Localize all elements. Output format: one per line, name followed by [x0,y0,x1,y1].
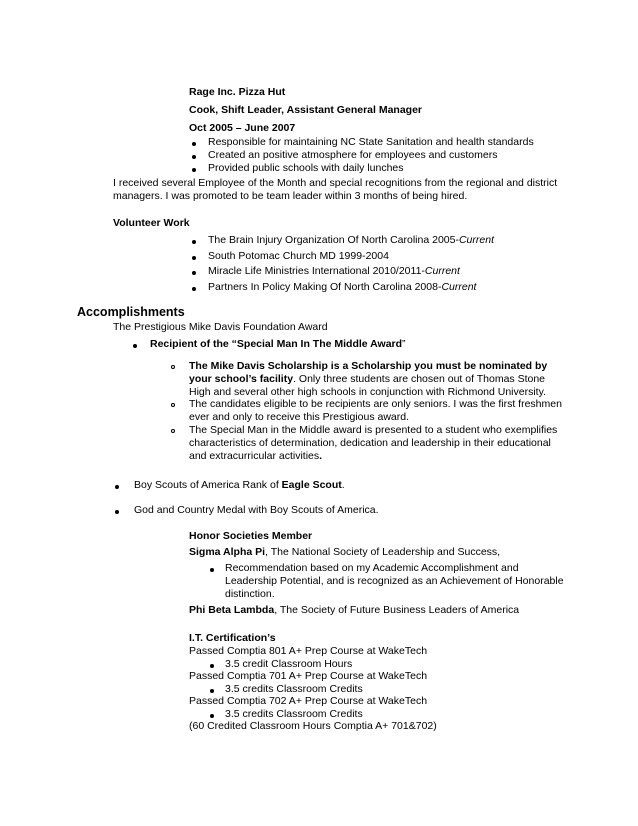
phi-beta-lambda: Phi Beta Lambda, The Society of Future Business Leaders of America [189,604,520,616]
eligibility-line2: ever and only to receive this Prestigious award. [189,411,410,423]
job-duty-2: Created an positive atmosphere for employees and customers [208,149,498,161]
it-heading: I.T. Certification’s [189,632,276,644]
accomplishments-heading: Accomplishments [77,305,185,319]
job-summary-line1: I received several Employee of the Month and special recognitions from the regional and district [113,177,558,189]
honor-heading: Honor Societies Member [189,530,313,542]
volunteer-item-3: Miracle Life Ministries International 2010/2011-Current [208,265,460,277]
it-line: 3.5 credits Classroom Credits [225,708,363,720]
recommendation-line1: Recommendation based on my Academic Accomplishment and [225,562,519,574]
bullet-icon [192,155,196,159]
bullet-icon [133,344,137,348]
eagle-scout: Boy Scouts of America Rank of Eagle Scout. [134,479,345,491]
it-line: Passed Comptia 702 A+ Prep Course at WakeTech [189,695,428,707]
bullet-icon [192,287,196,291]
god-country-medal: God and Country Medal with Boy Scouts of America. [134,504,379,516]
job-duty-3: Provided public schools with daily lunches [208,162,404,174]
special-man-line3: and extracurricular activities. [189,450,323,462]
bullet-icon [192,142,196,146]
volunteer-item-1: The Brain Injury Organization Of North Carolina 2005-Current [208,234,494,246]
bullet-icon [210,714,214,718]
eligibility-line1: The candidates eligible to be recipients are only seniors. I was the first freshmen [189,398,562,410]
job-summary-line2: managers. I was promoted to be team leader within 3 months of being hired. [113,190,468,202]
job-dates: Oct 2005 – June 2007 [189,122,296,134]
it-line: Passed Comptia 801 A+ Prep Course at WakeTech [189,645,428,657]
bullet-icon [210,568,214,572]
award-recipient: Recipient of the “Special Man In The Middle Award” [150,338,406,350]
it-line: (60 Credited Classroom Hours Comptia A+ 701&702) [189,720,437,732]
recommendation-line2: Leadership Potential, and is recognized as an Achievement of Honorable [225,575,564,587]
sigma-alpha-pi: Sigma Alpha Pi, The National Society of Leadership and Success, [189,546,501,558]
it-line: Passed Comptia 701 A+ Prep Course at WakeTech [189,670,428,682]
volunteer-heading: Volunteer Work [113,217,190,229]
bullet-icon [192,168,196,172]
award-name: The Prestigious Mike Davis Foundation Award [113,321,328,333]
bullet-icon [192,271,196,275]
bullet-icon [115,510,119,514]
special-man-line2: characteristics of determination, dedication and leadership in their educational [189,437,551,449]
scholarship-line3: High and several other high schools in conjunction with Richmond University. [189,386,546,398]
bullet-icon [210,664,214,668]
it-line: 3.5 credit Classroom Hours [225,658,353,670]
bullet-icon [210,689,214,693]
job-duty-1: Responsible for maintaining NC State Sanitation and health standards [208,136,534,148]
volunteer-item-2: South Potomac Church MD 1999-2004 [208,250,389,262]
special-man-line1: The Special Man in the Middle award is presented to a student who exemplifies [189,424,558,436]
job-title: Cook, Shift Leader, Assistant General Manager [189,104,423,116]
scholarship-line1: The Mike Davis Scholarship is a Scholarship you must be nominated by [189,360,548,372]
circle-bullet-icon [171,365,175,369]
bullet-icon [192,256,196,260]
job-employer: Rage Inc. Pizza Hut [189,86,286,98]
bullet-icon [115,485,119,489]
bullet-icon [192,240,196,244]
recommendation-line3: distinction. [225,588,275,600]
scholarship-line2: your school’s facility. Only three students are chosen out of Thomas Stone [189,373,546,385]
volunteer-item-4: Partners In Policy Making Of North Carolina 2008-Current [208,281,477,293]
circle-bullet-icon [171,429,175,433]
it-line: 3.5 credits Classroom Credits [225,683,363,695]
circle-bullet-icon [171,403,175,407]
